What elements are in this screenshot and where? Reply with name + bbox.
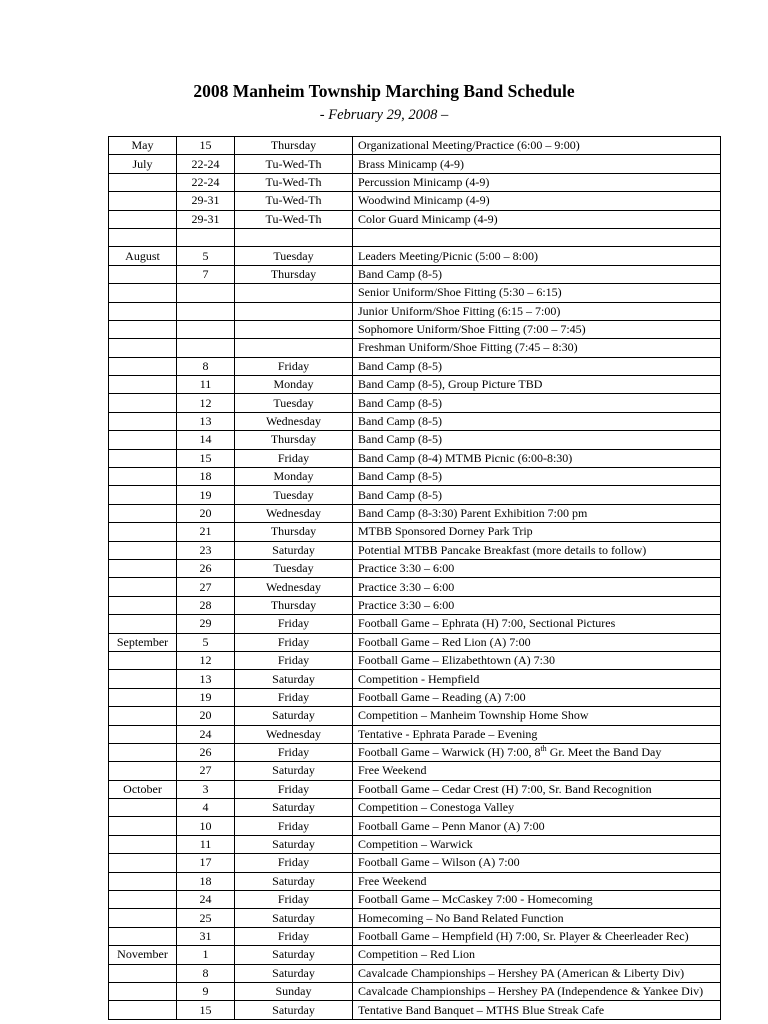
day-cell: Friday (235, 651, 353, 669)
table-row (109, 1001, 721, 1019)
date-cell: 1 (177, 946, 235, 964)
date-cell (177, 284, 235, 302)
event-cell: Woodwind Minicamp (4-9) (353, 192, 721, 210)
date-cell (177, 302, 235, 320)
event-cell: Freshman Uniform/Shoe Fitting (7:45 – 8:30) (353, 339, 721, 357)
table-row (109, 449, 721, 467)
table-row (109, 964, 721, 982)
table-row (109, 854, 721, 872)
table-row (109, 357, 721, 375)
date-cell: 22-24 (177, 155, 235, 173)
date-cell: 31 (177, 927, 235, 945)
date-cell: 13 (177, 670, 235, 688)
month-cell (109, 743, 177, 761)
date-cell: 21 (177, 523, 235, 541)
date-cell: 12 (177, 394, 235, 412)
month-cell (109, 872, 177, 890)
table-row (109, 982, 721, 1000)
month-cell (109, 688, 177, 706)
event-cell: Competition - Hempfield (353, 670, 721, 688)
day-cell: Tu-Wed-Th (235, 173, 353, 191)
month-cell (109, 817, 177, 835)
date-cell: 26 (177, 743, 235, 761)
day-cell: Wednesday (235, 725, 353, 743)
month-cell (109, 1001, 177, 1019)
day-cell: Thursday (235, 137, 353, 155)
event-cell: Band Camp (8-5) (353, 357, 721, 375)
table-row (109, 670, 721, 688)
day-cell: Saturday (235, 670, 353, 688)
date-cell: 11 (177, 376, 235, 394)
date-cell: 29-31 (177, 192, 235, 210)
month-cell (109, 449, 177, 467)
schedule-body (109, 137, 721, 1020)
day-cell: Monday (235, 468, 353, 486)
table-row (109, 835, 721, 853)
month-cell (109, 854, 177, 872)
schedule-table (108, 136, 721, 1020)
table-row (109, 468, 721, 486)
event-cell: Organizational Meeting/Practice (6:00 – 9:00) (353, 137, 721, 155)
table-row (109, 137, 721, 155)
table-row (109, 192, 721, 210)
day-cell: Friday (235, 357, 353, 375)
event-cell: Practice 3:30 – 6:00 (353, 596, 721, 614)
date-cell: 29 (177, 615, 235, 633)
table-row (109, 615, 721, 633)
table-row (109, 173, 721, 191)
event-cell: Homecoming – No Band Related Function (353, 909, 721, 927)
day-cell: Friday (235, 817, 353, 835)
month-cell (109, 192, 177, 210)
month-cell: September (109, 633, 177, 651)
day-cell: Friday (235, 891, 353, 909)
date-cell: 11 (177, 835, 235, 853)
date-cell: 22-24 (177, 173, 235, 191)
event-cell: Brass Minicamp (4-9) (353, 155, 721, 173)
event-cell: Potential MTBB Pancake Breakfast (more details to follow) (353, 541, 721, 559)
event-cell: Practice 3:30 – 6:00 (353, 578, 721, 596)
month-cell (109, 376, 177, 394)
table-row (109, 412, 721, 430)
month-cell (109, 523, 177, 541)
event-cell: Sophomore Uniform/Shoe Fitting (7:00 – 7:45) (353, 320, 721, 338)
table-row (109, 927, 721, 945)
date-cell: 24 (177, 891, 235, 909)
month-cell (109, 504, 177, 522)
table-row (109, 155, 721, 173)
date-cell (177, 339, 235, 357)
day-cell: Monday (235, 376, 353, 394)
day-cell: Saturday (235, 762, 353, 780)
day-cell: Wednesday (235, 578, 353, 596)
day-cell: Saturday (235, 799, 353, 817)
month-cell (109, 339, 177, 357)
event-text: Football Game – Warwick (H) 7:00, 8 (358, 745, 541, 760)
month-cell (109, 725, 177, 743)
month-cell (109, 982, 177, 1000)
table-row (109, 210, 721, 228)
month-cell (109, 468, 177, 486)
table-row (109, 891, 721, 909)
month-cell (109, 320, 177, 338)
date-cell: 19 (177, 688, 235, 706)
event-cell: Band Camp (8-5) (353, 394, 721, 412)
document-date: - February 29, 2008 – (319, 107, 449, 123)
month-cell (109, 559, 177, 577)
event-cell: Competition – Manheim Township Home Show (353, 707, 721, 725)
date-cell: 10 (177, 817, 235, 835)
event-cell: Tentative Band Banquet – MTHS Blue Streak Cafe (353, 1001, 721, 1019)
table-row (109, 265, 721, 283)
date-cell: 20 (177, 707, 235, 725)
month-cell (109, 541, 177, 559)
day-cell: Friday (235, 688, 353, 706)
event-cell: Junior Uniform/Shoe Fitting (6:15 – 7:00) (353, 302, 721, 320)
day-cell: Thursday (235, 596, 353, 614)
event-cell: Cavalcade Championships – Hershey PA (Independence & Yankee Div) (353, 982, 721, 1000)
date-cell (177, 228, 235, 246)
table-row (109, 376, 721, 394)
day-cell: Saturday (235, 946, 353, 964)
event-cell: Band Camp (8-5) (353, 486, 721, 504)
day-cell: Friday (235, 780, 353, 798)
day-cell: Tu-Wed-Th (235, 210, 353, 228)
event-cell: Football Game – Penn Manor (A) 7:00 (353, 817, 721, 835)
day-cell: Saturday (235, 909, 353, 927)
day-cell: Tuesday (235, 247, 353, 265)
event-text: Gr. Meet the Band Day (546, 745, 662, 760)
table-row (109, 817, 721, 835)
month-cell: May (109, 137, 177, 155)
day-cell: Tuesday (235, 394, 353, 412)
table-row (109, 394, 721, 412)
date-cell: 4 (177, 799, 235, 817)
date-cell: 8 (177, 357, 235, 375)
event-cell: Football Game – Cedar Crest (H) 7:00, Sr. Band Recognition (353, 780, 721, 798)
month-cell (109, 707, 177, 725)
date-cell: 5 (177, 633, 235, 651)
table-row (109, 578, 721, 596)
date-cell: 7 (177, 265, 235, 283)
date-cell: 18 (177, 872, 235, 890)
day-cell: Thursday (235, 265, 353, 283)
event-cell: Football Game – Hempfield (H) 7:00, Sr. Player & Cheerleader Rec) (353, 927, 721, 945)
event-cell: Band Camp (8-5) (353, 412, 721, 430)
day-cell: Tu-Wed-Th (235, 155, 353, 173)
table-row (109, 707, 721, 725)
event-cell: Color Guard Minicamp (4-9) (353, 210, 721, 228)
table-row (109, 431, 721, 449)
event-cell: Football Game – Red Lion (A) 7:00 (353, 633, 721, 651)
date-cell: 28 (177, 596, 235, 614)
event-cell: Football Game – Wilson (A) 7:00 (353, 854, 721, 872)
table-row (109, 504, 721, 522)
table-row (109, 725, 721, 743)
event-cell: Football Game – Elizabethtown (A) 7:30 (353, 651, 721, 669)
event-cell (353, 743, 721, 761)
month-cell (109, 651, 177, 669)
date-cell: 20 (177, 504, 235, 522)
month-cell (109, 394, 177, 412)
event-cell: Competition – Warwick (353, 835, 721, 853)
month-cell (109, 302, 177, 320)
date-cell: 24 (177, 725, 235, 743)
table-row (109, 909, 721, 927)
month-cell: October (109, 780, 177, 798)
month-cell (109, 927, 177, 945)
month-cell (109, 173, 177, 191)
day-cell: Thursday (235, 431, 353, 449)
month-cell: August (109, 247, 177, 265)
day-cell: Friday (235, 633, 353, 651)
date-cell: 29-31 (177, 210, 235, 228)
date-cell (177, 320, 235, 338)
table-row (109, 541, 721, 559)
month-cell (109, 486, 177, 504)
day-cell (235, 320, 353, 338)
month-cell (109, 284, 177, 302)
table-row (109, 320, 721, 338)
event-cell: Leaders Meeting/Picnic (5:00 – 8:00) (353, 247, 721, 265)
month-cell (109, 799, 177, 817)
table-row (109, 284, 721, 302)
table-row (109, 486, 721, 504)
date-cell: 27 (177, 762, 235, 780)
day-cell: Saturday (235, 835, 353, 853)
table-row (109, 651, 721, 669)
table-row (109, 946, 721, 964)
day-cell: Saturday (235, 964, 353, 982)
event-cell: Band Camp (8-5) (353, 468, 721, 486)
event-cell: Band Camp (8-5), Group Picture TBD (353, 376, 721, 394)
day-cell: Saturday (235, 1001, 353, 1019)
day-cell: Tu-Wed-Th (235, 192, 353, 210)
table-row (109, 523, 721, 541)
event-cell: Free Weekend (353, 762, 721, 780)
event-cell: Band Camp (8-5) (353, 431, 721, 449)
month-cell: July (109, 155, 177, 173)
day-cell: Friday (235, 615, 353, 633)
date-cell: 25 (177, 909, 235, 927)
table-row (109, 743, 721, 761)
document-title: 2008 Manheim Township Marching Band Schedule (193, 81, 575, 101)
table-row (109, 780, 721, 798)
event-cell: Senior Uniform/Shoe Fitting (5:30 – 6:15) (353, 284, 721, 302)
event-cell: Football Game – Ephrata (H) 7:00, Sectional Pictures (353, 615, 721, 633)
date-cell: 26 (177, 559, 235, 577)
date-cell: 17 (177, 854, 235, 872)
day-cell: Saturday (235, 541, 353, 559)
date-cell: 19 (177, 486, 235, 504)
date-cell: 23 (177, 541, 235, 559)
event-cell: Football Game – Reading (A) 7:00 (353, 688, 721, 706)
day-cell (235, 284, 353, 302)
event-cell: Competition – Red Lion (353, 946, 721, 964)
month-cell: November (109, 946, 177, 964)
date-cell: 27 (177, 578, 235, 596)
month-cell (109, 909, 177, 927)
date-cell: 18 (177, 468, 235, 486)
month-cell (109, 762, 177, 780)
day-cell (235, 228, 353, 246)
day-cell (235, 302, 353, 320)
event-cell: Football Game – McCaskey 7:00 - Homecoming (353, 891, 721, 909)
date-cell: 5 (177, 247, 235, 265)
month-cell (109, 210, 177, 228)
event-cell: Free Weekend (353, 872, 721, 890)
event-cell: Band Camp (8-4) MTMB Picnic (6:00-8:30) (353, 449, 721, 467)
table-row (109, 872, 721, 890)
ordinal-suffix: th (540, 744, 547, 754)
month-cell (109, 615, 177, 633)
date-cell: 9 (177, 982, 235, 1000)
day-cell: Tuesday (235, 486, 353, 504)
event-cell (353, 228, 721, 246)
date-cell: 12 (177, 651, 235, 669)
month-cell (109, 596, 177, 614)
date-cell: 15 (177, 1001, 235, 1019)
day-cell: Tuesday (235, 559, 353, 577)
day-cell: Friday (235, 854, 353, 872)
date-cell: 15 (177, 137, 235, 155)
date-cell: 3 (177, 780, 235, 798)
event-cell: Band Camp (8-5) (353, 265, 721, 283)
event-cell: Cavalcade Championships – Hershey PA (American & Liberty Div) (353, 964, 721, 982)
month-cell (109, 835, 177, 853)
month-cell (109, 357, 177, 375)
day-cell: Wednesday (235, 412, 353, 430)
event-cell: MTBB Sponsored Dorney Park Trip (353, 523, 721, 541)
date-cell: 8 (177, 964, 235, 982)
month-cell (109, 412, 177, 430)
day-cell: Friday (235, 927, 353, 945)
table-row (109, 339, 721, 357)
table-row (109, 633, 721, 651)
day-cell: Saturday (235, 707, 353, 725)
event-cell: Percussion Minicamp (4-9) (353, 173, 721, 191)
table-row (109, 596, 721, 614)
date-cell: 13 (177, 412, 235, 430)
day-cell: Friday (235, 743, 353, 761)
table-row (109, 559, 721, 577)
table-row (109, 688, 721, 706)
date-cell: 15 (177, 449, 235, 467)
month-cell (109, 964, 177, 982)
day-cell: Sunday (235, 982, 353, 1000)
day-cell: Saturday (235, 872, 353, 890)
month-cell (109, 265, 177, 283)
table-row (109, 247, 721, 265)
day-cell: Wednesday (235, 504, 353, 522)
event-cell: Competition – Conestoga Valley (353, 799, 721, 817)
month-cell (109, 431, 177, 449)
day-cell: Thursday (235, 523, 353, 541)
table-row (109, 302, 721, 320)
month-cell (109, 228, 177, 246)
day-cell: Friday (235, 449, 353, 467)
table-row (109, 228, 721, 246)
event-cell: Band Camp (8-3:30) Parent Exhibition 7:00 pm (353, 504, 721, 522)
month-cell (109, 670, 177, 688)
month-cell (109, 891, 177, 909)
date-cell: 14 (177, 431, 235, 449)
event-cell: Tentative - Ephrata Parade – Evening (353, 725, 721, 743)
table-row (109, 799, 721, 817)
month-cell (109, 578, 177, 596)
event-cell: Practice 3:30 – 6:00 (353, 559, 721, 577)
day-cell (235, 339, 353, 357)
table-row (109, 762, 721, 780)
